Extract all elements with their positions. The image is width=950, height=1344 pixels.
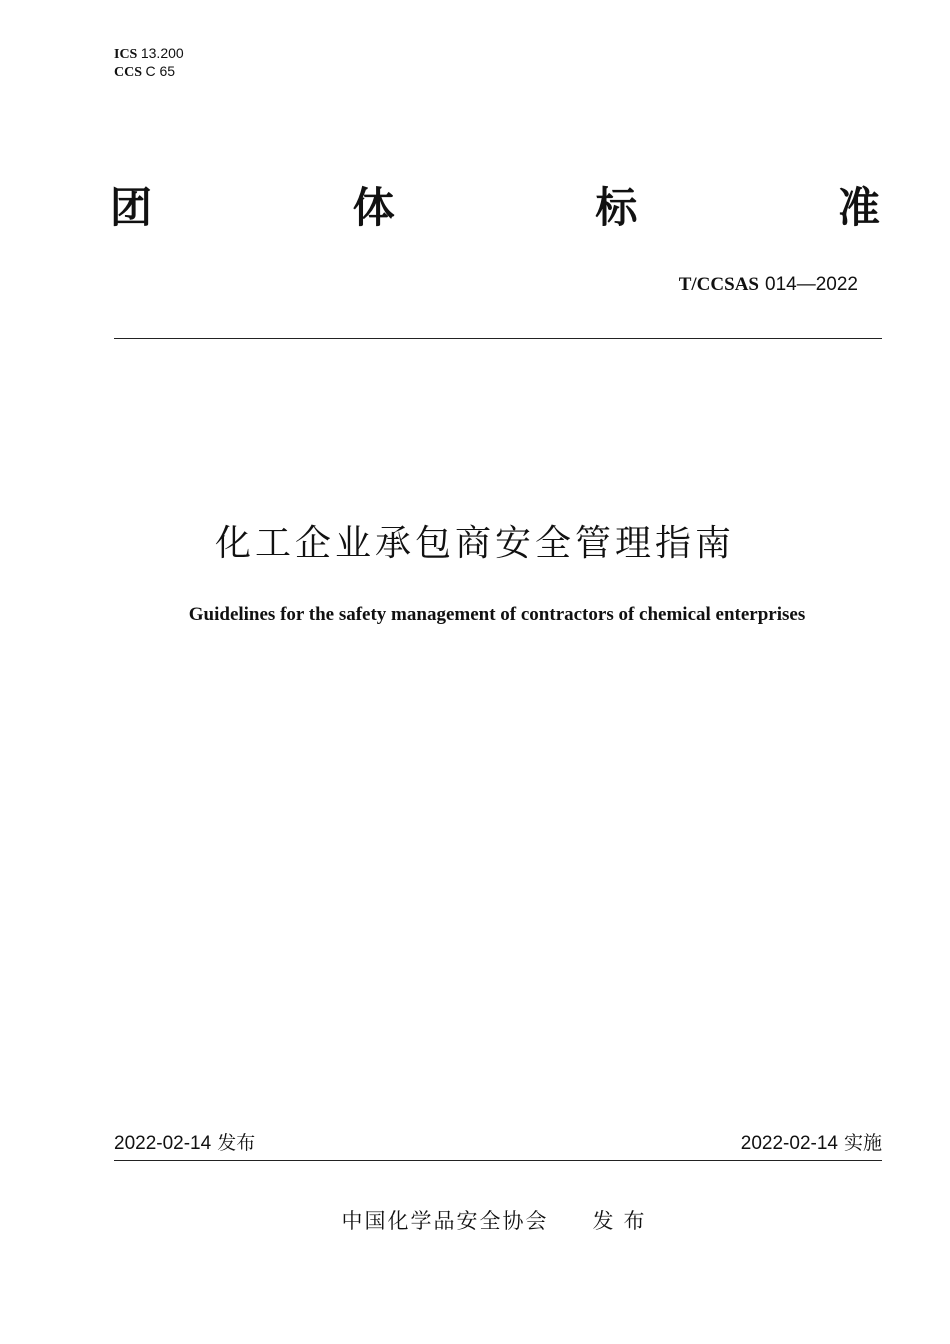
standard-code: 014—2022: [765, 274, 858, 295]
ccs-line: [114, 63, 184, 81]
standard-prefix: T/CCSAS: [678, 274, 759, 295]
heading-char-1: 团: [110, 183, 153, 232]
heading-char-4: 准: [837, 183, 880, 232]
standard-number: [679, 272, 858, 297]
top-divider: [114, 338, 882, 339]
heading-char-3: 标: [595, 183, 638, 232]
ics-value: 13.200: [140, 45, 184, 61]
ics-line: [114, 45, 184, 63]
publish-date-value: 2022-02-14: [114, 1133, 212, 1154]
heading-char-2: 体: [352, 183, 395, 232]
implement-date-value: 2022-02-14: [740, 1133, 838, 1154]
standard-type-heading: [110, 180, 880, 236]
publish-date: [114, 1130, 255, 1157]
implement-date-word: 实施: [843, 1132, 882, 1154]
classification-codes: [114, 45, 184, 81]
document-title-en: Guidelines for the safety management of contractors of chemical enterprises: [188, 604, 806, 625]
ccs-label: CCS: [114, 65, 143, 80]
ics-label: ICS: [114, 47, 138, 62]
ccs-value: C 65: [145, 63, 176, 79]
publisher-action: 发布: [592, 1209, 655, 1233]
publisher-organization: 中国化学品安全协会: [341, 1209, 549, 1233]
bottom-divider: [114, 1160, 882, 1161]
document-title-cn: 化工企业承包商安全管理指南: [214, 523, 735, 564]
publisher-line: [0, 1207, 950, 1235]
implement-date: [741, 1130, 882, 1157]
publish-date-word: 发布: [217, 1132, 256, 1154]
